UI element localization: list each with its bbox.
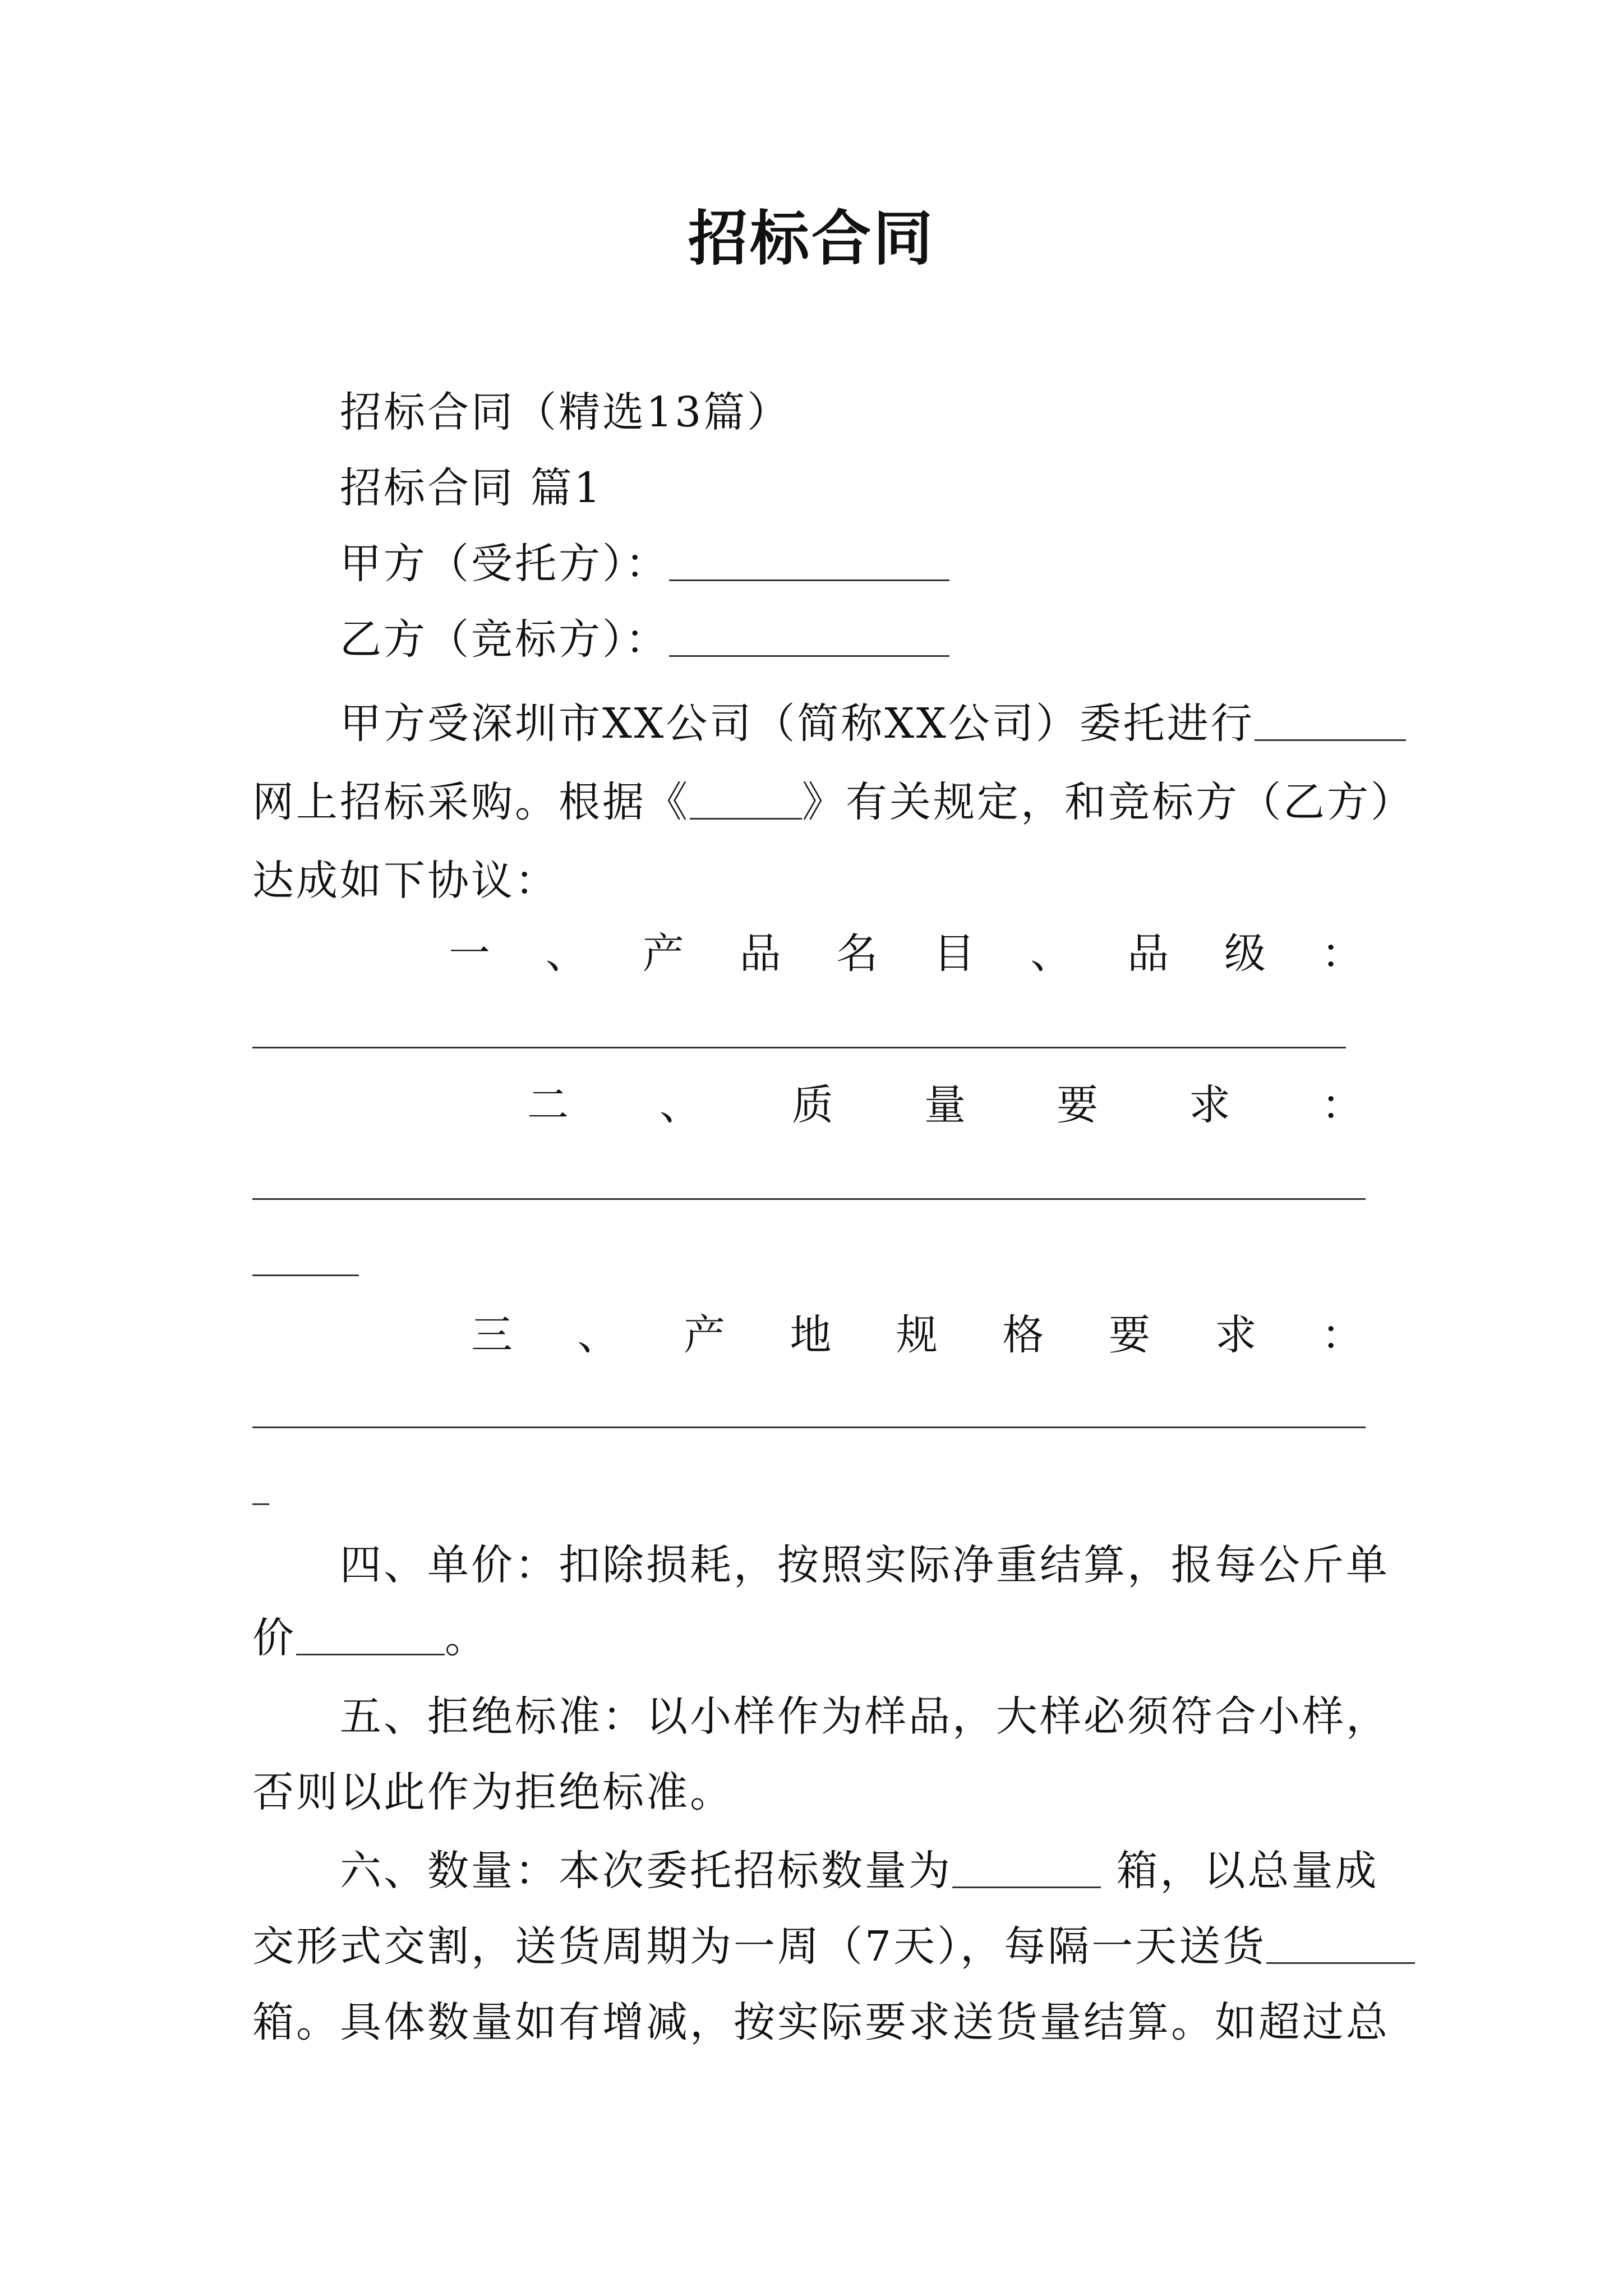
char: ： [1321,930,1363,978]
char: 质 [792,1081,833,1129]
paragraph-line: 五、拒绝标准：以小样作为样品，大样必须符合小样， [340,1692,1390,1741]
char: 求 [1189,1081,1230,1129]
char: 级 [1224,930,1266,978]
paragraph-line: 达成如下协议： [252,857,559,905]
paragraph-text: 交形式交割，送货周期为一周（7天），每隔一天送货 [252,1922,1267,1971]
project-blank [1255,700,1406,741]
char: 产 [642,930,684,978]
price-blank [296,1614,445,1655]
document-title: 招标合同 [688,203,935,273]
char: 、 [660,1081,701,1129]
paragraph-line: 箱。具体数量如有增减，按实际要求送货量结算。如超过总 [252,1998,1390,2046]
char: 、 [577,1311,619,1359]
section-heading: 招标合同 篇1 [340,464,603,512]
fill-in-rule [252,1198,1366,1200]
fill-in-rule [252,1503,269,1505]
char: ： [1321,1081,1363,1129]
paragraph-text: 网上招标采购。根据《 [252,778,690,826]
party-a-label: 甲方（受托方）： [340,540,669,588]
paragraph-line: 四、单价：扣除损耗，按照实际净重结算，报每公斤单 [340,1541,1390,1589]
char: ： [1321,1311,1363,1359]
char: 、 [545,930,587,978]
char: 规 [896,1311,938,1359]
paragraph-text: 》有关规定，和竞标方（乙方） [802,778,1414,826]
paragraph-text: 箱，以总量成 [1101,1847,1379,1895]
paragraph-text: 。 [445,1614,488,1662]
delivery-blank [1266,1923,1415,1964]
paragraph-line [340,696,1391,752]
party-b-line [340,611,1391,668]
char: 要 [1109,1311,1150,1359]
party-b-blank [669,616,949,657]
regulation-blank [690,779,802,820]
paragraph-line [252,1918,1391,1975]
paragraph-text: 价 [252,1614,296,1662]
paragraph-text: 甲方受深圳市XX公司（简称XX公司）委托进行 [340,700,1255,748]
quantity-blank [952,1847,1101,1888]
char: 量 [924,1081,966,1129]
char: 要 [1057,1081,1098,1129]
paragraph-line [252,1610,1391,1666]
char: 品 [739,930,781,978]
char: 格 [1002,1311,1044,1359]
clause-1-heading [449,926,1363,982]
party-a-blank [669,540,949,581]
clause-3-heading [471,1307,1363,1363]
char: 目 [933,930,975,978]
char: 地 [790,1311,832,1359]
fill-in-rule [252,1427,1366,1428]
char: 一 [449,930,490,978]
party-a-line [340,536,1391,592]
fill-in-rule [252,1274,359,1276]
char: 产 [684,1311,725,1359]
party-b-label: 乙方（竞标方）： [340,615,669,664]
char: 三 [471,1311,513,1359]
paragraph-line: 否则以此作为拒绝标准。 [252,1768,734,1816]
char: 、 [1030,930,1072,978]
char: 二 [527,1081,569,1129]
char: 品 [1127,930,1169,978]
char: 求 [1215,1311,1257,1359]
char: 名 [836,930,878,978]
paragraph-text: 六、数量：本次委托招标数量为 [340,1847,952,1895]
paragraph-line [340,1843,1391,1899]
subtitle-line: 招标合同（精选13篇） [340,388,791,436]
fill-in-rule [252,1047,1346,1048]
clause-2-heading [527,1077,1363,1133]
paragraph-line [252,774,1414,830]
